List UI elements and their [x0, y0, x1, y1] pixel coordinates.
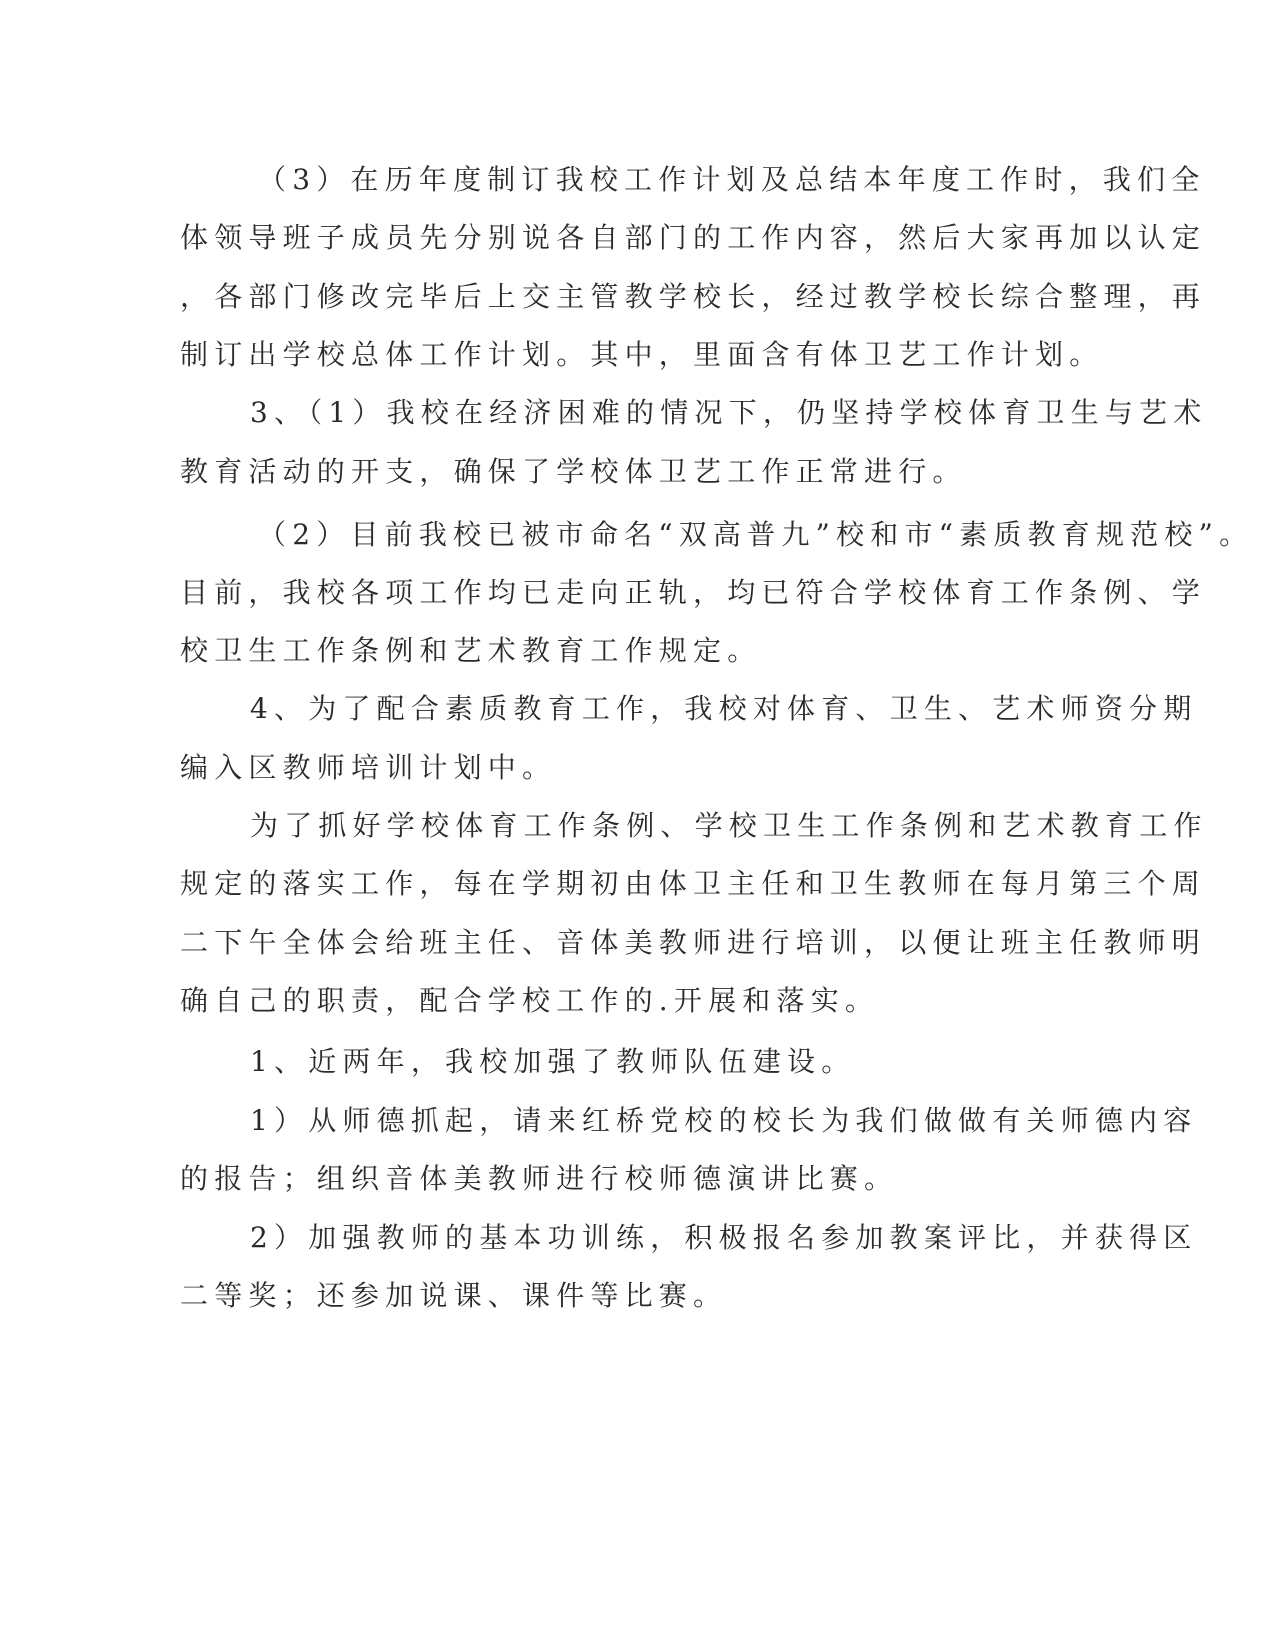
paragraph-line: 为了抓好学校体育工作条例、学校卫生工作条例和艺术教育工作	[250, 809, 1208, 842]
paragraph-line: 校卫生工作条例和艺术教育工作规定。	[180, 634, 762, 667]
paragraph-line: 1、近两年，我校加强了教师队伍建设。	[250, 1045, 856, 1078]
paragraph-line: 4、为了配合素质教育工作，我校对体育、卫生、艺术师资分期	[250, 692, 1198, 725]
paragraph-line: ，各部门修改完毕后上交主管教学校长，经过教学校长综合整理，再	[180, 280, 1207, 313]
paragraph-line: 规定的落实工作，每在学期初由体卫主任和卫生教师在每月第三个周	[180, 867, 1207, 900]
paragraph-line: 3、（1）我校在经济困难的情况下，仍坚持学校体育卫生与艺术	[250, 396, 1208, 429]
paragraph-line: 1）从师德抓起，请来红桥党校的校长为我们做做有关师德内容	[250, 1104, 1198, 1137]
paragraph-line: 制订出学校总体工作计划。其中，里面含有体卫艺工作计划。	[180, 338, 1104, 371]
paragraph-line: 二等奖；还参加说课、课件等比赛。	[180, 1279, 728, 1312]
paragraph-line: 的报告；组织音体美教师进行校师德演讲比赛。	[180, 1162, 899, 1195]
paragraph-line: 确自己的职责，配合学校工作的.开展和落实。	[180, 984, 880, 1017]
paragraph-line: （3）在历年度制订我校工作计划及总结本年度工作时，我们全	[258, 163, 1206, 196]
paragraph-line: 二下午全体会给班主任、音体美教师进行培训，以便让班主任教师明	[180, 926, 1207, 959]
paragraph-line: （2）目前我校已被市命名“双高普九”校和市“素质教育规范校”。	[258, 518, 1254, 551]
paragraph-line: 体领导班子成员先分别说各自部门的工作内容，然后大家再加以认定	[180, 221, 1207, 254]
paragraph-line: 编入区教师培训计划中。	[180, 751, 557, 784]
paragraph-line: 教育活动的开支，确保了学校体卫艺工作正常进行。	[180, 455, 967, 488]
paragraph-line: 目前，我校各项工作均已走向正轨，均已符合学校体育工作条例、学	[180, 576, 1207, 609]
paragraph-line: 2）加强教师的基本功训练，积极报名参加教案评比，并获得区	[250, 1221, 1198, 1254]
